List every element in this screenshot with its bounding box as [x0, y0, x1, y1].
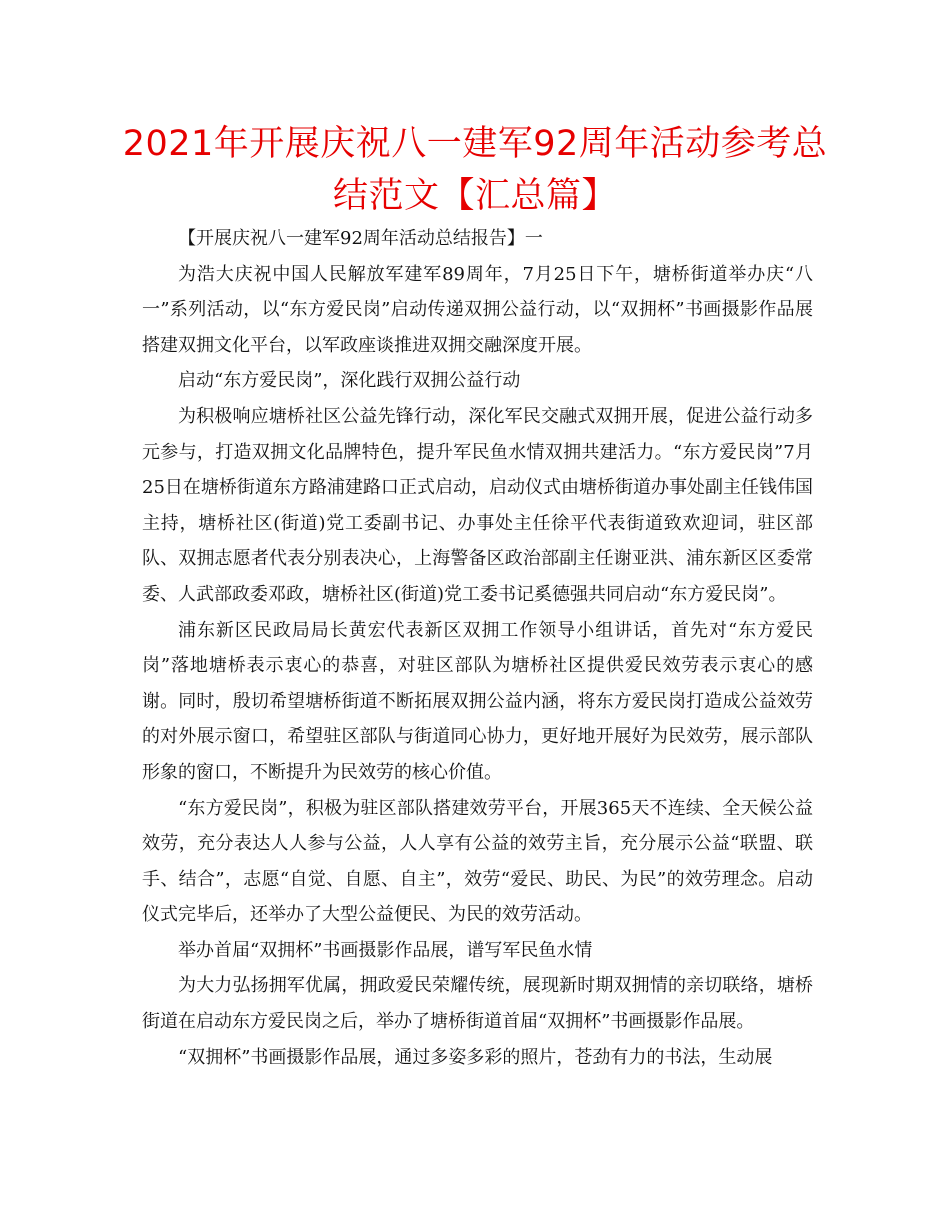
body-paragraph: “东方爱民岗”，积极为驻区部队搭建效劳平台，开展365天不连续、全天候公益效劳，充分表达人人参与公益，人人享有公益的效劳主旨，充分展示公益“联盟、联手、结合”，志愿“自觉、自愿、自主”，效劳“爱民、助民、为民”的效劳理念。启动仪式完毕后，还举办了大型公益便民、为民的效劳活动。: [142, 797, 813, 926]
body-paragraph: 为积极响应塘桥社区公益先锋行动，深化军民交融式双拥开展，促进公益行动多元参与，打造双拥文化品牌特色，提升军民鱼水情双拥共建活力。“东方爱民岗”7月25日在塘桥街道东方路浦建路口正式启动，启动仪式由塘桥街道办事处副主任钱伟国主持，塘桥社区(街道)党工委副书记、办事处主任徐平代表街道致欢迎词，驻区部队、双拥志愿者代表分别表决心，上海警备区政治部副主任谢亚洪、浦东新区区委常委、人武部政委邓政，塘桥社区(街道)党工委书记奚德强共同启动“东方爱民岗”。: [142, 405, 813, 605]
section-heading: 【开展庆祝八一建军92周年活动总结报告】一: [178, 228, 543, 249]
subsection-heading: 举办首届“双拥杯”书画摄影作品展，谱写军民鱼水情: [178, 939, 593, 961]
body-paragraph: “双拥杯”书画摄影作品展，通过多姿多彩的照片，苍劲有力的书法，生动展: [178, 1046, 773, 1068]
document-title: 2021年开展庆祝八一建军92周年活动参考总结范文【汇总篇】: [122, 124, 828, 216]
body-paragraph: 为浩大庆祝中国人民解放军建军89周年，7月25日下午，塘桥街道举办庆“八一”系列活动，以“东方爱民岗”启动传递双拥公益行动，以“双拥杯”书画摄影作品展搭建双拥文化平台，以军政座谈推进双拥交融深度开展。: [142, 263, 813, 356]
document-body: [142, 221, 813, 1075]
body-paragraph: 浦东新区民政局局长黄宏代表新区双拥工作领导小组讲话，首先对“东方爱民岗”落地塘桥表示衷心的恭喜，对驻区部队为塘桥社区提供爱民效劳表示衷心的感谢。同时，殷切希望塘桥街道不断拓展双拥公益内涵，将东方爱民岗打造成公益效劳的对外展示窗口，希望驻区部队与街道同心协力，更好地开展好为民效劳，展示部队形象的窗口，不断提升为民效劳的核心价值。: [142, 619, 813, 783]
body-paragraph: 为大力弘扬拥军优属，拥政爱民荣耀传统，展现新时期双拥情的亲切联络，塘桥街道在启动东方爱民岗之后，举办了塘桥街道首届“双拥杯”书画摄影作品展。: [142, 975, 813, 1033]
subsection-heading: 启动“东方爱民岗”，深化践行双拥公益行动: [178, 370, 521, 392]
